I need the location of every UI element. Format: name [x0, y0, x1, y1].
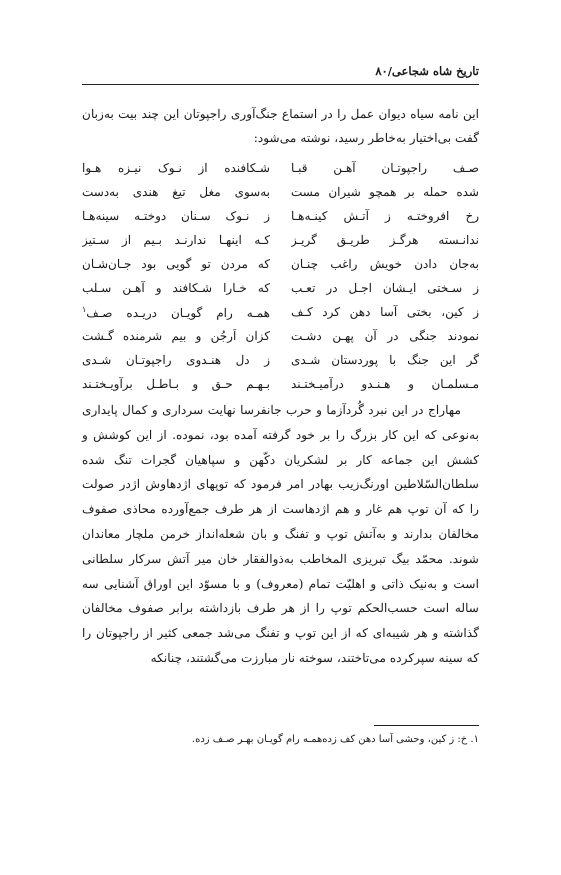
verse — [82, 252, 479, 276]
hemistich-second: کـه اینهـا ندارنـد بـیم از سـتیز — [82, 233, 270, 247]
hemistich-first: ز کین، بختی آسا دهن کرد کـف — [291, 305, 479, 319]
verse — [82, 372, 479, 396]
hemistich-second: کزان اَرجُن و بیم شرمنده گـشت — [82, 329, 270, 343]
hemistich-first: ز سـختی ایـشان اجـل در تعـب — [291, 281, 479, 295]
hemistich-first: به‌جان دادن خویش راغب چنـان — [291, 257, 479, 271]
hemistich-first: شده حمله بر همچو شیران مست — [291, 185, 479, 199]
hemistich-first: رخ افروختـه ز آتـش کینـه‌هـا — [291, 209, 479, 223]
hemistich-second: ز نـوک سـنان دوختـه سینه‌هـا — [82, 209, 270, 223]
verse — [82, 156, 479, 180]
hemistich-first: مـسلمـان و هـنـدو درآمیـختـند — [291, 377, 479, 391]
hemistich-second: شـکافنده از نـوک نیـزه هـوا — [82, 161, 270, 175]
hemistich-second: ز دل هنـدوی راجپوتـان شـدی — [82, 353, 270, 367]
verse — [82, 204, 479, 228]
hemistich-second: به‌سوی مغل تیغ هندی به‌دست — [82, 185, 270, 199]
hemistich-second: بـهـم حـق و بـاطـل برآویـختـند — [82, 377, 270, 391]
verse — [82, 180, 479, 204]
page-header — [82, 60, 479, 82]
body-paragraph: مهاراج در این نبرد گُردآزما و حرب جانفرسا نهایت سرداری و کمال پایداری به‌نوعی که این کار بزرگ را بر خود گرفته آمده بود، نموده. از این کوشش و کشش این جماعه کار بر لشکریان دکّهن و سپاهیان گجرات تنگ شده سلطان‌السّلاطین اورنگ‌زیب بهادر امر فرمود که توپهای اژدهاوش اژدر صولت را که آن توپ هم غار و هم اژدهاست از هر طرف جمع‌آورده محاذی صفوف مخالفان بدارند و به‌آتش توپ و تفنگ و بان شعله‌انداز خرمن ملچار معاندان شوند. محمّد بیگ تبریزی المخاطب به‌ذوالفقار خان میر آتش سرکار سلطانی است و به‌نیک ذاتی و اهلیّت تمام (معروف) و با مسوّد این اوراق آشنایی سه ساله است حسب‌الحکم توپ را از هر طرف بازداشته برابر صفوف مخالفان گذاشته و هر شیبه‌ای که از این توپ و تفنگ می‌شد جمعی کثیر از راجپوتان را که سینه سپرکرده می‌تاختند، سوخته نار مبارزت می‌گشتند، چنانکه — [82, 403, 479, 665]
hemistich-text: همـه رام گویـان دریـده صـف — [86, 305, 270, 320]
hemistich-first: گر این جنگ با پوردستان شـدی — [291, 353, 479, 367]
running-title: تاریخ شاه شجاعی/۸۰ — [375, 64, 479, 78]
hemistich-first: نمودند جنگی در آن پهـن دشـت — [291, 329, 479, 343]
verse — [82, 228, 479, 252]
verse — [82, 324, 479, 348]
poem — [82, 156, 479, 396]
footnote: ۱. خ: ز کین، وحشی آسا دهن کف زده‌همـه رام گویـان بهـر صـف زده. — [191, 734, 479, 745]
header-rule — [82, 84, 479, 85]
footnote-rule — [374, 725, 479, 726]
hemistich-second: که خـارا شـکافند و آهـن سـلب — [82, 281, 270, 295]
verse — [82, 348, 479, 372]
hemistich-second: که مردن تو گویی بود جـان‌شـان — [82, 257, 270, 271]
footnote-marker[interactable]: ۱ — [82, 304, 87, 314]
hemistich-second — [82, 305, 270, 320]
hemistich-first: ندانـسته هرگـز طریـق گریـز — [291, 233, 479, 247]
verse — [82, 276, 479, 300]
hemistich-first: صـف راجپوتـان آهـن قبـا — [291, 161, 479, 175]
intro-paragraph: این نامه سیاه دیوان عمل را در استماع جنگ‌آوری راجپوتان این چند بیت به‌زبان گفت بی‌اختیار به‌خاطر رسید، نوشته می‌شود: — [82, 107, 479, 145]
verse — [82, 300, 479, 324]
